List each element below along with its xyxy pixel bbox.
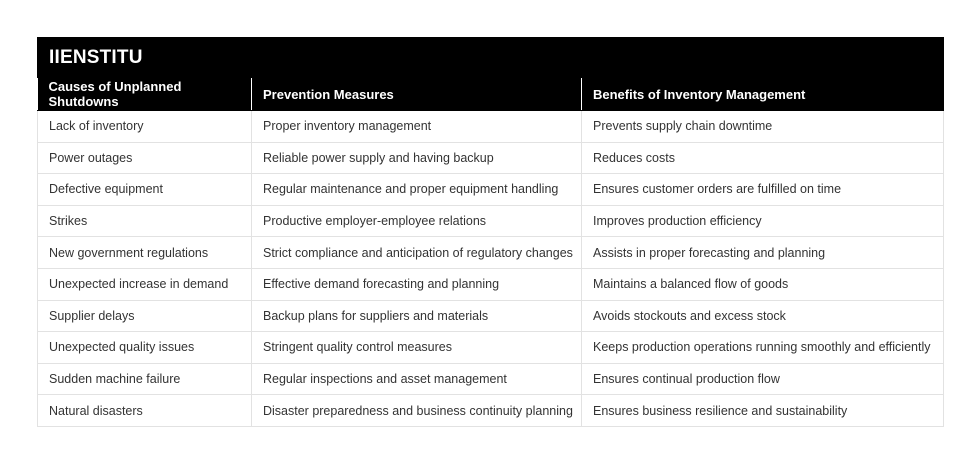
- table-row: [38, 268, 944, 300]
- cell-benefit: Ensures customer orders are fulfilled on time: [582, 174, 944, 206]
- cell-benefit: Assists in proper forecasting and planning: [582, 237, 944, 269]
- column-header-row: [38, 78, 944, 111]
- cell-cause: New government regulations: [38, 237, 252, 269]
- column-header-causes: Causes of Unplanned Shutdowns: [38, 78, 252, 111]
- cell-benefit: Prevents supply chain downtime: [582, 111, 944, 143]
- cell-cause: Power outages: [38, 142, 252, 174]
- cell-prevention: Stringent quality control measures: [252, 332, 582, 364]
- column-header-prevention: Prevention Measures: [252, 78, 582, 111]
- cell-cause: Lack of inventory: [38, 111, 252, 143]
- cell-cause: Natural disasters: [38, 395, 252, 427]
- brand-header-row: [38, 38, 944, 78]
- table-row: [38, 395, 944, 427]
- table-row: [38, 300, 944, 332]
- cell-prevention: Disaster preparedness and business continuity planning: [252, 395, 582, 427]
- cell-cause: Defective equipment: [38, 174, 252, 206]
- cell-prevention: Proper inventory management: [252, 111, 582, 143]
- table-row: [38, 205, 944, 237]
- brand-title: IIENSTITU: [38, 38, 944, 78]
- cell-benefit: Avoids stockouts and excess stock: [582, 300, 944, 332]
- cell-benefit: Ensures business resilience and sustainability: [582, 395, 944, 427]
- cell-cause: Unexpected quality issues: [38, 332, 252, 364]
- cell-prevention: Productive employer-employee relations: [252, 205, 582, 237]
- inventory-table: [37, 37, 944, 427]
- cell-prevention: Effective demand forecasting and planning: [252, 268, 582, 300]
- cell-cause: Unexpected increase in demand: [38, 268, 252, 300]
- table-row: [38, 174, 944, 206]
- cell-prevention: Reliable power supply and having backup: [252, 142, 582, 174]
- cell-cause: Sudden machine failure: [38, 363, 252, 395]
- cell-benefit: Ensures continual production flow: [582, 363, 944, 395]
- cell-benefit: Keeps production operations running smoothly and efficiently: [582, 332, 944, 364]
- table-row: [38, 332, 944, 364]
- table-row: [38, 363, 944, 395]
- cell-benefit: Maintains a balanced flow of goods: [582, 268, 944, 300]
- cell-prevention: Regular inspections and asset management: [252, 363, 582, 395]
- table-row: [38, 237, 944, 269]
- table-row: [38, 111, 944, 143]
- table-row: [38, 142, 944, 174]
- cell-cause: Supplier delays: [38, 300, 252, 332]
- cell-benefit: Reduces costs: [582, 142, 944, 174]
- inventory-table-container: [37, 37, 943, 427]
- cell-prevention: Strict compliance and anticipation of regulatory changes: [252, 237, 582, 269]
- cell-benefit: Improves production efficiency: [582, 205, 944, 237]
- column-header-benefits: Benefits of Inventory Management: [582, 78, 944, 111]
- cell-prevention: Regular maintenance and proper equipment handling: [252, 174, 582, 206]
- cell-prevention: Backup plans for suppliers and materials: [252, 300, 582, 332]
- cell-cause: Strikes: [38, 205, 252, 237]
